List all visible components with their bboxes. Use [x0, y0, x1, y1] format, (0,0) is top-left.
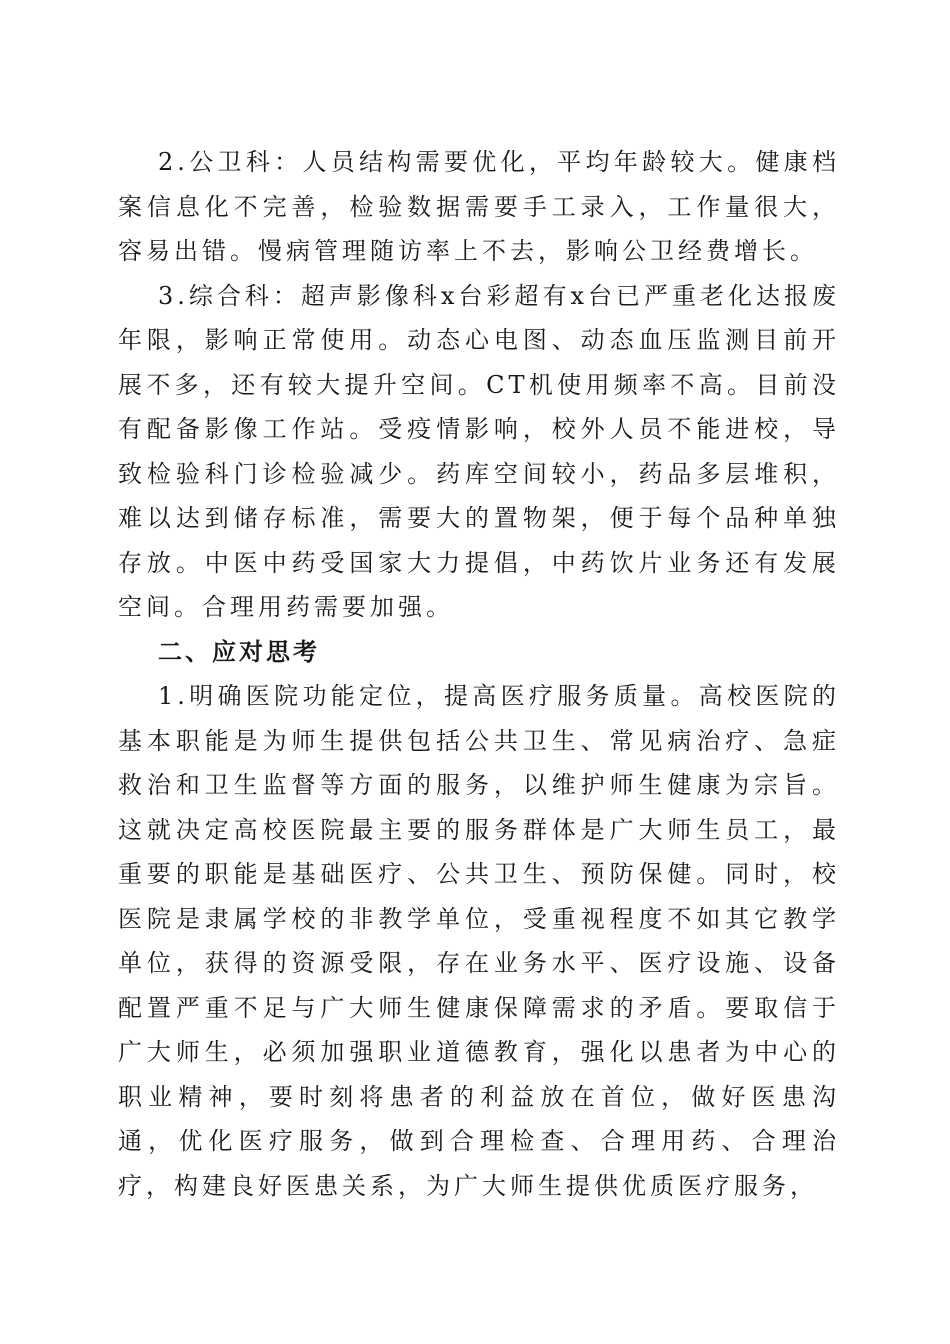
section-heading-countermeasures: 二、应对思考 — [158, 637, 320, 666]
paragraph-public-health-dept: 2.公卫科：人员结构需要优化，平均年龄较大。健康档案信息化不完善，检验数据需要手工录入，工作量很大，容易出错。慢病管理随访率上不去，影响公卫经费增长。 — [118, 148, 840, 265]
paragraph-general-dept: 3.综合科：超声影像科x台彩超有x台已严重老化达报废年限，影响正常使用。动态心电图、动态血压监测目前开展不多，还有较大提升空间。CT机使用频率不高。目前没有配备影像工作站。受疫情影响，校外人员不能进校，导致检验科门诊检验减少。药库空间较小，药品多层堆积，难以达到储存标准，需要大的置物架，便于每个品种单独存放。中医中药受国家大力提倡，中药饮片业务还有发展空间。合理用药需要加强。 — [118, 281, 840, 621]
document-body — [118, 140, 840, 1208]
paragraph-hospital-positioning: 1.明确医院功能定位，提高医疗服务质量。高校医院的基本职能是为师生提供包括公共卫生、常见病治疗、急症救治和卫生监督等方面的服务，以维护师生健康为宗旨。这就决定高校医院最主要的服务群体是广大师生员工，最重要的职能是基础医疗、公共卫生、预防保健。同时，校医院是隶属学校的非教学单位，受重视程度不如其它教学单位，获得的资源受限，存在业务水平、医疗设施、设备配置严重不足与广大师生健康保障需求的矛盾。要取信于广大师生，必须加强职业道德教育，强化以患者为中心的职业精神，要时刻将患者的利益放在首位，做好医患沟通，优化医疗服务，做到合理检查、合理用药、合理治疗，构建良好医患关系，为广大师生提供优质医疗服务， — [118, 682, 840, 1200]
